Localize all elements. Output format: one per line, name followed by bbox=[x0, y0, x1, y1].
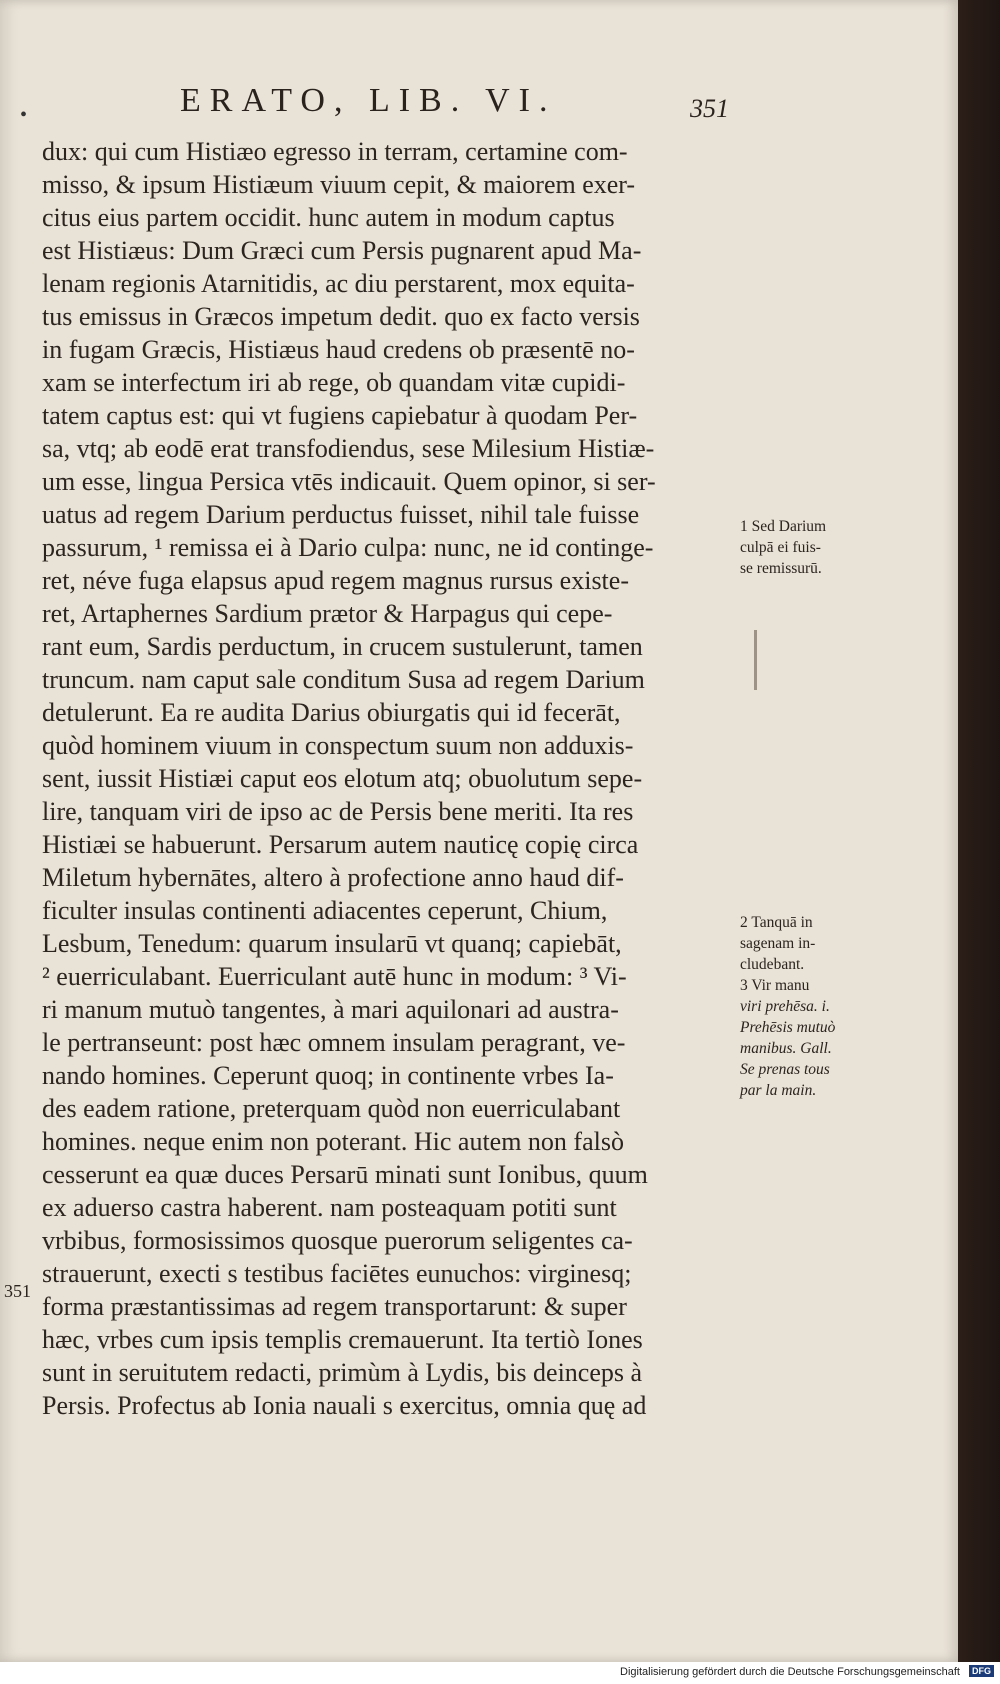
text-line: ficulter insulas continenti adiacentes ceperunt, Chium, bbox=[42, 896, 608, 925]
marginal-note-line: Se prenas tous bbox=[740, 1061, 830, 1078]
text-line: Miletum hybernātes, altero à profectione anno haud dif- bbox=[42, 863, 624, 892]
text-line: ret, Artaphernes Sardium prætor & Harpagus qui cepe- bbox=[42, 599, 613, 628]
marginal-note-line: 3 Vir manu bbox=[740, 977, 810, 994]
marginal-note-1 bbox=[740, 516, 890, 579]
text-line: des eadem ratione, preterquam quòd non euerriculabant bbox=[42, 1094, 621, 1123]
footer-text: Digitalisierung gefördert durch die Deutsche Forschungsgemeinschaft bbox=[620, 1666, 960, 1678]
body-text bbox=[42, 135, 732, 1422]
text-line: cesserunt ea quæ duces Persarū minati sunt Ionibus, quum bbox=[42, 1160, 648, 1189]
text-line: rant eum, Sardis perductum, in crucem sustulerunt, tamen bbox=[42, 632, 643, 661]
marginal-note-line: culpā ei fuis- bbox=[740, 539, 821, 556]
text-line: Persis. Profectus ab Ionia nauali s exercitus, omnia quę ad bbox=[42, 1391, 647, 1420]
text-line: nando homines. Ceperunt quoq; in continente vrbes Ia- bbox=[42, 1061, 614, 1090]
text-line: citus eius partem occidit. hunc autem in modum captus bbox=[42, 203, 615, 232]
text-line: hæc, vrbes cum ipsis templis cremauerunt. Ita tertiò Iones bbox=[42, 1325, 643, 1354]
scan-background-edge bbox=[958, 0, 1000, 1662]
footer bbox=[0, 1662, 1000, 1684]
marginal-note-line: se remissurū. bbox=[740, 560, 822, 577]
text-line: strauerunt, execti s testibus faciētes eunuchos: virginesq; bbox=[42, 1259, 632, 1288]
margin-line-number: 351 bbox=[4, 1281, 31, 1301]
text-line: tus emissus in Græcos impetum dedit. quo ex facto versis bbox=[42, 302, 640, 331]
text-line: dux: qui cum Histiæo egresso in terram, certamine com- bbox=[42, 137, 628, 166]
text-line: ri manum mutuò tangentes, à mari aquilonari ad austra- bbox=[42, 995, 619, 1024]
text-line: vrbibus, formosissimos quosque puerorum seligentes ca- bbox=[42, 1226, 633, 1255]
text-line: tatem captus est: qui vt fugiens capiebatur à quodam Per- bbox=[42, 401, 638, 430]
text-line: le pertranseunt: post hæc omnem insulam peragrant, ve- bbox=[42, 1028, 626, 1057]
text-line: sent, iussit Histiæi caput eos elotum atq; obuolutum sepe- bbox=[42, 764, 643, 793]
text-line: uatus ad regem Darium perductus fuisset, nihil tale fuisse bbox=[42, 500, 640, 529]
text-line: ex aduerso castra haberent. nam posteaquam potiti sunt bbox=[42, 1193, 617, 1222]
running-head: ERATO, LIB. VI. bbox=[180, 82, 557, 119]
text-line: in fugam Græcis, Histiæus haud credens ob præsentē no- bbox=[42, 335, 635, 364]
text-line: ret, néve fuga elapsus apud regem magnus rursus existe- bbox=[42, 566, 629, 595]
text-line: sa, vtq; ab eodē erat transfodiendus, sese Milesium Histiæ- bbox=[42, 434, 655, 463]
marginal-note-line: manibus. Gall. bbox=[740, 1040, 832, 1057]
text-line: passurum, ¹ remissa ei à Dario culpa: nunc, ne id continge- bbox=[42, 533, 654, 562]
text-line: Lesbum, Tenedum: quarum insularū vt quanq; capiebāt, bbox=[42, 929, 622, 958]
marginal-note-line: Prehēsis mutuò bbox=[740, 1019, 836, 1036]
text-line: truncum. nam caput sale conditum Susa ad regem Darium bbox=[42, 665, 645, 694]
text-line: lire, tanquam viri de ipso ac de Persis bene meriti. Ita res bbox=[42, 797, 634, 826]
marginal-note-line: 1 Sed Darium bbox=[740, 518, 827, 535]
margin-bracket bbox=[754, 630, 757, 690]
text-line: um esse, lingua Persica vtēs indicauit. Quem opinor, si ser- bbox=[42, 467, 656, 496]
text-line: ² euerriculabant. Euerriculant autē hunc in modum: ³ Vi- bbox=[42, 962, 627, 991]
text-line: xam se interfectum iri ab rege, ob quandam vitæ cupidi- bbox=[42, 368, 626, 397]
marginal-note-line: sagenam in- bbox=[740, 935, 816, 952]
text-line: homines. neque enim non poterant. Hic autem non falsò bbox=[42, 1127, 624, 1156]
margin-dot: • bbox=[20, 104, 28, 126]
text-line: misso, & ipsum Histiæum viuum cepit, & maiorem exer- bbox=[42, 170, 636, 199]
text-line: sunt in seruitutem redacti, primùm à Lydis, bis deinceps à bbox=[42, 1358, 643, 1387]
dfg-logo: DFG bbox=[969, 1665, 994, 1677]
marginal-note-2 bbox=[740, 912, 890, 1101]
text-line: quòd hominem viuum in conspectum suum non adduxis- bbox=[42, 731, 634, 760]
marginal-note-line: cludebant. bbox=[740, 956, 805, 973]
text-line: forma præstantissimas ad regem transportarunt: & super bbox=[42, 1292, 627, 1321]
marginal-note-line: viri prehēsa. i. bbox=[740, 998, 830, 1015]
text-line: detulerunt. Ea re audita Darius obiurgatis qui id fecerāt, bbox=[42, 698, 621, 727]
text-line: Histiæi se habuerunt. Persarum autem nauticę copię circa bbox=[42, 830, 639, 859]
marginal-note-line: 2 Tanquā in bbox=[740, 914, 813, 931]
page-number: 351 bbox=[690, 94, 729, 123]
marginal-note-line: par la main. bbox=[740, 1082, 817, 1099]
text-line: lenam regionis Atarnitidis, ac diu perstarent, mox equita- bbox=[42, 269, 635, 298]
text-line: est Histiæus: Dum Græci cum Persis pugnarent apud Ma- bbox=[42, 236, 642, 265]
